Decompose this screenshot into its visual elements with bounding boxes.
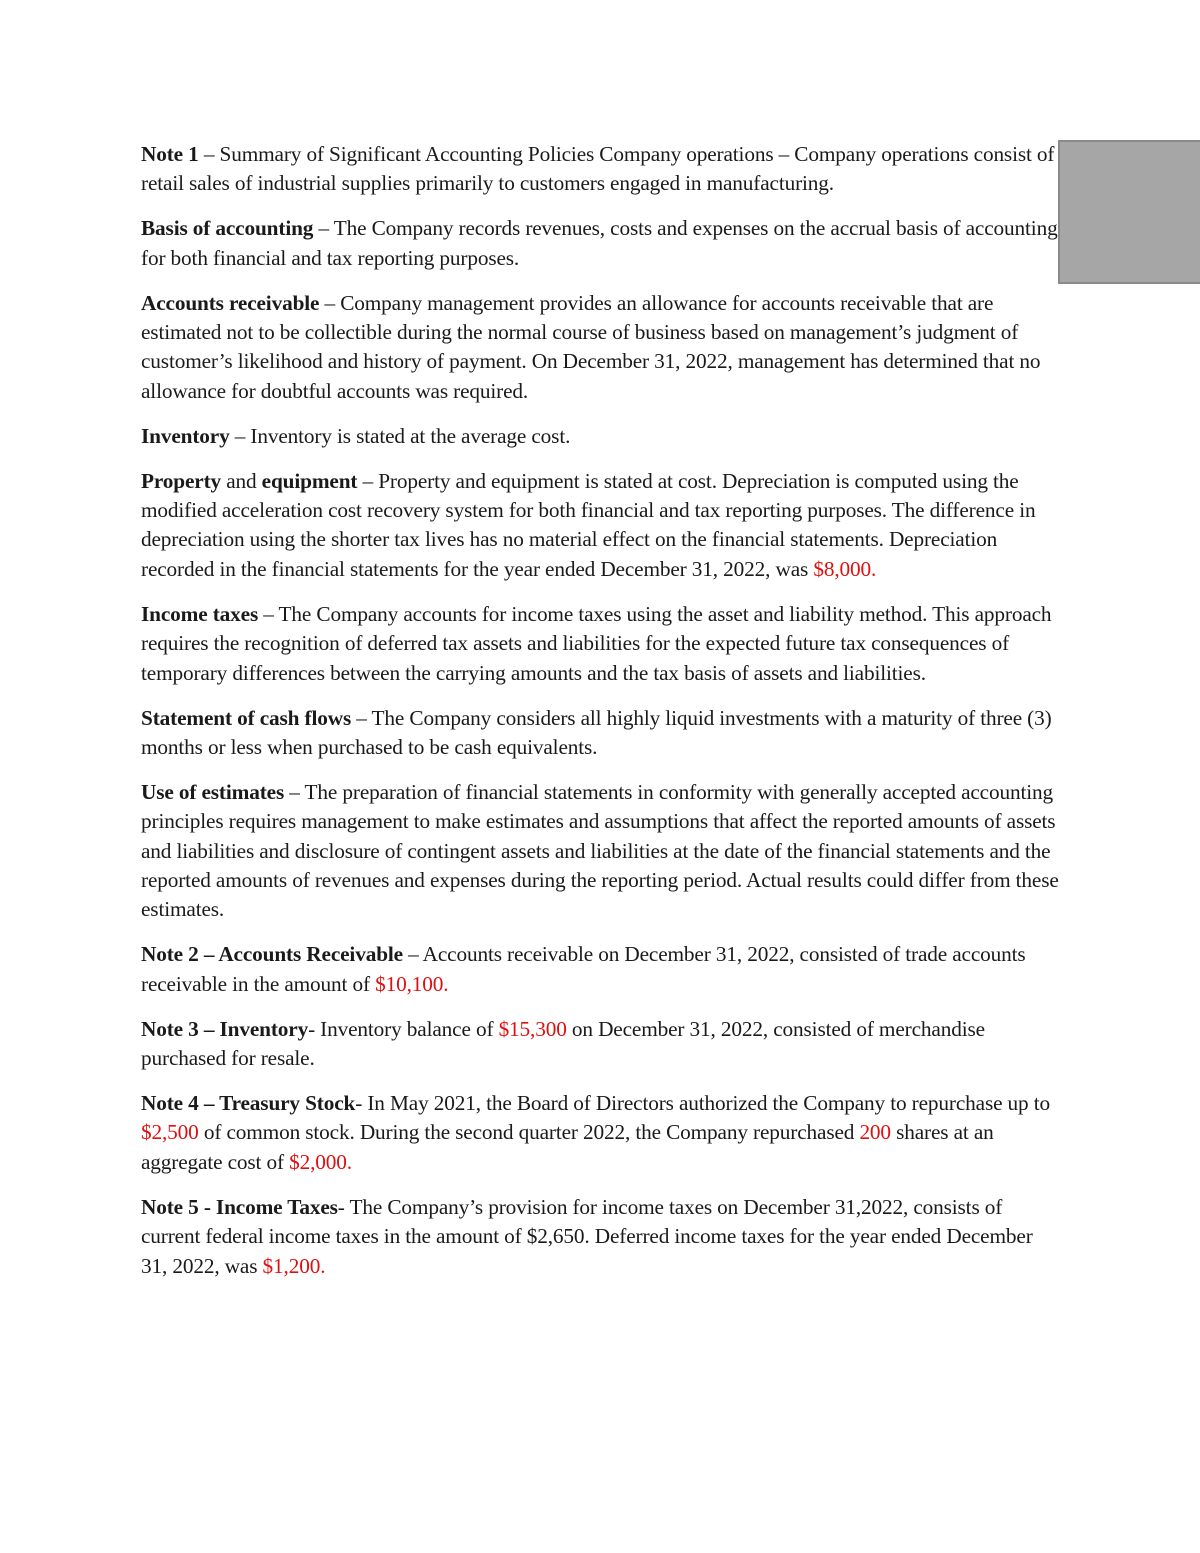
paragraph-heading: Note 1 <box>141 142 199 166</box>
paragraph-heading: Income taxes <box>141 601 259 626</box>
paragraph-heading: Note 4 – Treasury Stock <box>141 1090 356 1115</box>
gray-corner-box <box>1058 140 1200 284</box>
document-body <box>141 140 1061 1296</box>
paragraph-heading: Note 5 - Income Taxes <box>141 1194 338 1219</box>
paragraph-heading: Basis of accounting <box>141 216 314 241</box>
paragraph-text: – Property and equipment is stated at cost. Depreciation is computed using the modified acceleration cost recovery system for both financial and tax reporting purposes. The difference in depreciation using the shorter tax lives has no material effect on the financial statements. Depreciation recorded in the financial statements for the year ended December 31, 2022, was <box>141 468 1036 581</box>
note-paragraph <box>141 1015 1061 1074</box>
note-paragraph <box>141 214 1061 273</box>
paragraph-text: – The preparation of financial statements in conformity with generally accepted accounting principles requires management to make estimates and assumptions that affect the reported amounts of assets and liabilities and disclosure of contingent assets and liabilities at the date of the financial statements and the reported amounts of revenues and expenses during the reporting period. Actual results could differ from these estimates. <box>141 779 1059 922</box>
paragraph-heading: equipment <box>261 468 358 493</box>
paragraph-text: – The Company records revenues, costs and expenses on the accrual basis of accounting for both financial and tax reporting purposes. <box>141 216 1058 270</box>
paragraph-text: - Inventory balance of <box>308 1016 499 1041</box>
paragraph-heading: Note 3 – Inventory <box>141 1016 309 1041</box>
highlighted-amount: $8,000. <box>813 556 877 581</box>
paragraph-text: - The Company’s provision for income taxes on December 31,2022, consists of current federal income taxes in the amount of $2,650. Deferred income taxes for the year ended December 31, 2022, was <box>141 1194 1033 1278</box>
paragraph-text: – Accounts receivable on December 31, 2022, consisted of trade accounts receivable in the amount of <box>141 942 1026 996</box>
note-paragraph <box>141 422 1061 451</box>
paragraph-text: shares at an aggregate cost of <box>141 1120 994 1174</box>
paragraph-heading: Inventory <box>141 423 230 448</box>
paragraph-text: on December 31, 2022, consisted of merchandise purchased for resale. <box>141 1016 985 1071</box>
paragraph-heading: Property <box>141 468 222 493</box>
paragraph-text: and <box>221 468 262 493</box>
highlighted-amount: $15,300 <box>498 1016 567 1041</box>
note-paragraph <box>141 600 1061 688</box>
note-paragraph <box>141 1193 1061 1281</box>
note-paragraph <box>141 467 1061 585</box>
highlighted-amount: $2,000. <box>289 1149 352 1174</box>
paragraph-heading: Statement of cash flows <box>141 705 352 730</box>
note-paragraph <box>141 140 1061 199</box>
note-paragraph <box>141 778 1061 925</box>
highlighted-amount: $1,200. <box>262 1253 326 1278</box>
paragraph-text: – The Company considers all highly liquid investments with a maturity of three (3) months or less when purchased to be cash equivalents. <box>141 705 1052 759</box>
paragraph-text: - In May 2021, the Board of Directors authorized the Company to repurchase up to <box>355 1090 1050 1115</box>
paragraph-text: of common stock. During the second quarter 2022, the Company repurchased <box>198 1120 860 1145</box>
paragraph-text: – The Company accounts for income taxes using the asset and liability method. This approach requires the recognition of deferred tax assets and liabilities for the expected future tax consequences of temporary differences between the carrying amounts and the tax basis of assets and liabilities. <box>141 601 1052 685</box>
highlighted-amount: $2,500 <box>141 1120 199 1145</box>
paragraph-heading: Note 2 – Accounts Receivable <box>141 942 403 967</box>
paragraph-heading: Accounts receivable <box>141 290 320 315</box>
highlighted-amount: 200 <box>859 1120 891 1145</box>
note-paragraph <box>141 289 1061 407</box>
note-paragraph <box>141 1089 1061 1177</box>
paragraph-text: – Inventory is stated at the average cost. <box>229 423 571 448</box>
note-paragraph <box>141 940 1061 999</box>
highlighted-amount: $10,100. <box>375 971 449 996</box>
paragraph-heading: Use of estimates <box>141 779 285 804</box>
note-paragraph <box>141 704 1061 763</box>
paragraph-text: – Summary of Significant Accounting Policies Company operations – Company operations consist of retail sales of industrial supplies primarily to customers engaged in manufacturing. <box>141 142 1055 196</box>
paragraph-text: – Company management provides an allowance for accounts receivable that are estimated not to be collectible during the normal course of business based on management’s judgment of customer’s likelihood and history of payment. On December 31, 2022, management has determined that no allowance for doubtful accounts was required. <box>141 290 1041 403</box>
